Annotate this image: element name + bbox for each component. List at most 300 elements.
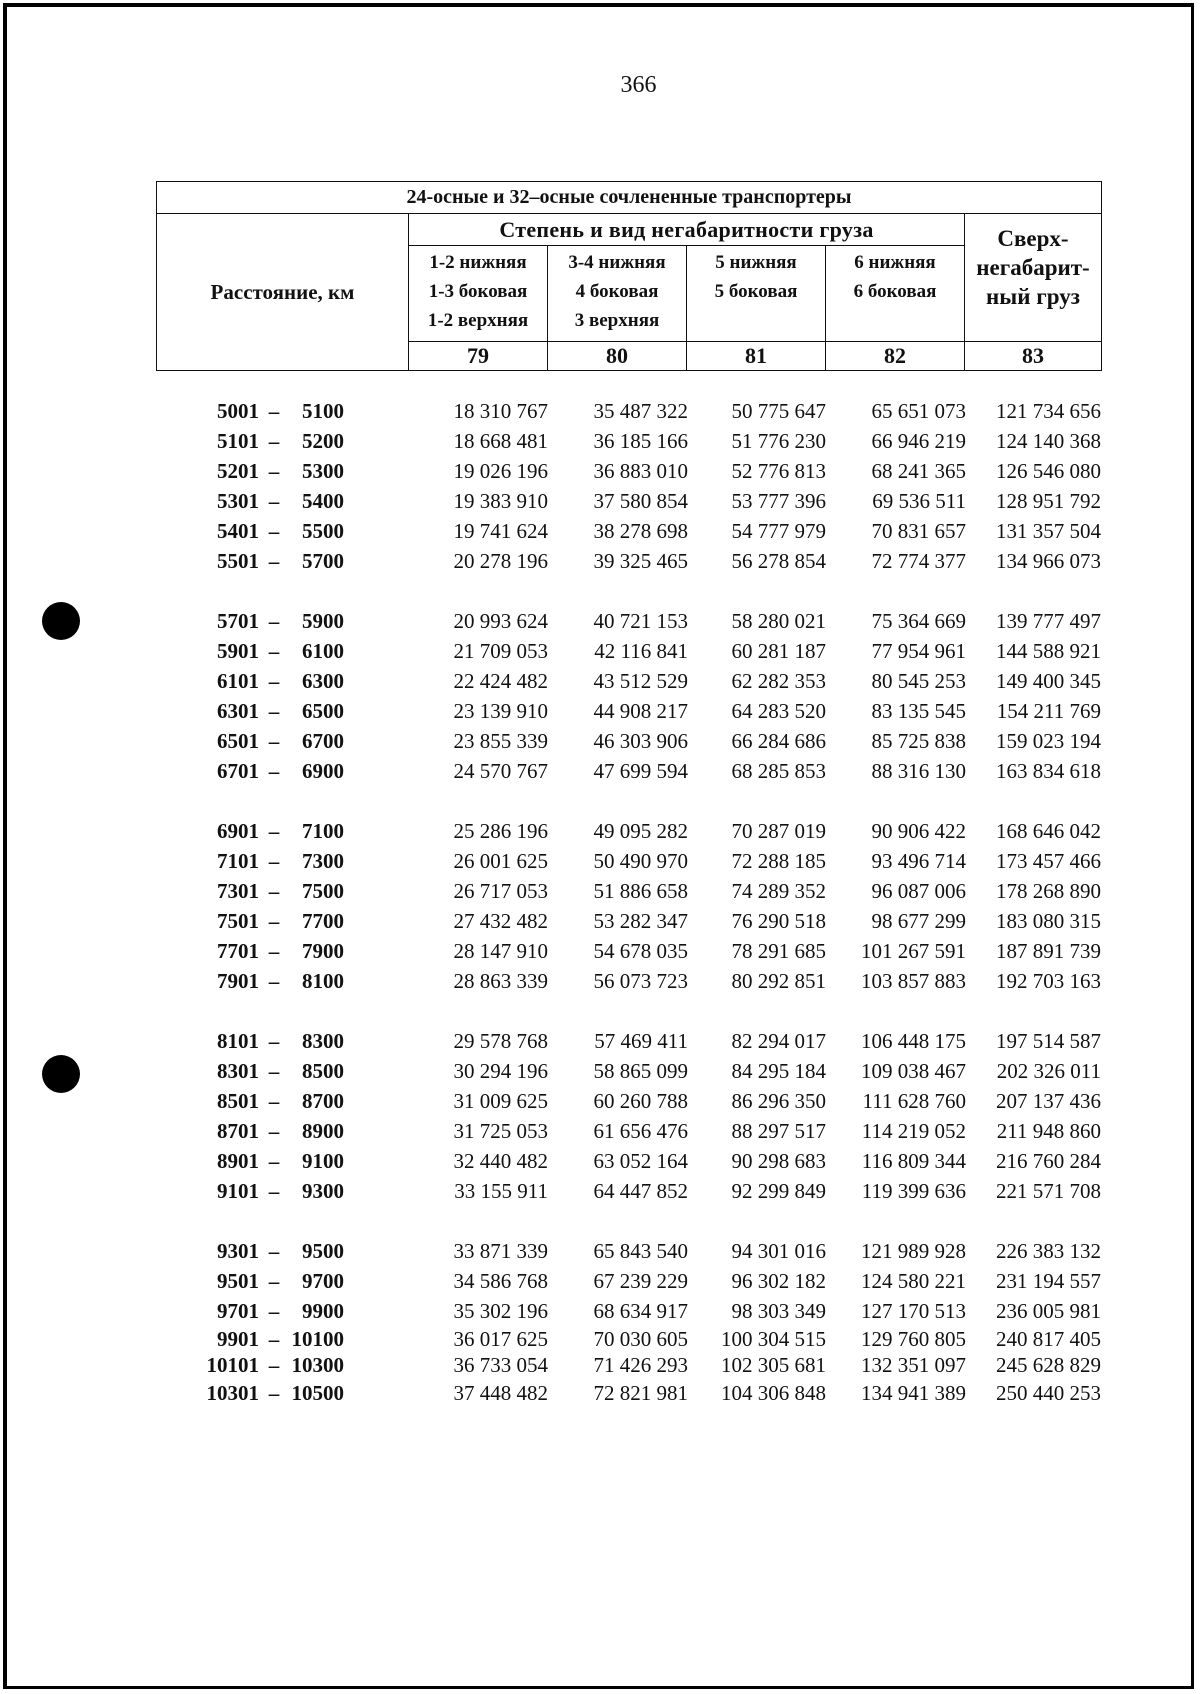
column-header-80: [548, 246, 687, 342]
distance-range: [156, 399, 386, 424]
distance-range: [156, 549, 386, 574]
table-title: 24-осные и 32–осные сочлененные транспортеры: [157, 182, 1102, 214]
range-dash: –: [268, 698, 280, 723]
distance-from: 9101: [217, 1178, 259, 1203]
range-dash: –: [268, 728, 280, 753]
tariff-value: 84 295 184: [731, 1058, 826, 1083]
tariff-value: 221 571 708: [996, 1178, 1101, 1203]
tariff-value: 28 863 339: [453, 968, 548, 993]
table-row: [156, 1116, 1101, 1146]
tariff-value: 69 536 511: [872, 488, 966, 513]
table-row: [156, 1326, 1101, 1352]
column-header-line: 6 нижняя: [854, 252, 936, 273]
distance-from: 6701: [217, 758, 259, 783]
tariff-value: 178 268 890: [996, 878, 1101, 903]
table-row: [156, 516, 1101, 546]
range-dash: –: [268, 548, 280, 573]
tariff-value: 29 578 768: [453, 1028, 548, 1053]
distance-range: [156, 1179, 386, 1204]
distance-from: 9901: [217, 1326, 259, 1351]
tariff-value: 68 241 365: [871, 458, 966, 483]
tariff-value: 40 721 153: [593, 608, 688, 633]
distance-range: [156, 1353, 386, 1378]
table-header: [156, 181, 1102, 371]
tariff-value: 36 017 625: [453, 1326, 548, 1351]
table-row: [156, 426, 1101, 456]
distance-to: 8500: [302, 1058, 344, 1083]
tariff-value: 82 294 017: [731, 1028, 826, 1053]
table-row: [156, 1026, 1101, 1056]
distance-range: [156, 819, 386, 844]
tariff-value: 90 906 422: [871, 818, 966, 843]
tariff-value: 197 514 587: [996, 1028, 1101, 1053]
distance-from: 9701: [217, 1298, 259, 1323]
distance-range: [156, 879, 386, 904]
table-row: [156, 456, 1101, 486]
range-dash: –: [268, 668, 280, 693]
tariff-value: 183 080 315: [996, 908, 1101, 933]
distance-to: 8900: [302, 1118, 344, 1143]
distance-to: 6300: [302, 668, 344, 693]
tariff-value: 96 302 182: [731, 1268, 826, 1293]
distance-from: 5701: [217, 608, 259, 633]
distance-to: 5200: [302, 428, 344, 453]
tariff-value: 88 316 130: [871, 758, 966, 783]
range-dash: –: [268, 1298, 280, 1323]
distance-from: 5401: [217, 518, 259, 543]
distance-range: [156, 1029, 386, 1054]
distance-range: [156, 669, 386, 694]
distance-range: [156, 1269, 386, 1294]
distance-from: 8101: [217, 1028, 259, 1053]
tariff-value: 51 886 658: [593, 878, 688, 903]
distance-to: 5500: [302, 518, 344, 543]
range-dash: –: [268, 1352, 280, 1377]
tariff-value: 126 546 080: [996, 458, 1101, 483]
tariff-value: 42 116 841: [594, 638, 688, 663]
table-row: [156, 606, 1101, 636]
table-row: [156, 1266, 1101, 1296]
tariff-value: 35 302 196: [453, 1298, 548, 1323]
range-dash: –: [268, 1380, 280, 1405]
tariff-value: 63 052 164: [593, 1148, 688, 1173]
distance-from: 10301: [206, 1380, 259, 1405]
tariff-value: 50 490 970: [593, 848, 688, 873]
tariff-value: 101 267 591: [861, 938, 966, 963]
tariff-value: 58 865 099: [593, 1058, 688, 1083]
range-dash: –: [268, 1326, 280, 1351]
tariff-value: 75 364 669: [871, 608, 966, 633]
tariff-value: 74 289 352: [731, 878, 826, 903]
tariff-value: 25 286 196: [453, 818, 548, 843]
tariff-value: 33 155 911: [454, 1178, 548, 1203]
tariff-value: 67 239 229: [593, 1268, 688, 1293]
tariff-value: 70 831 657: [871, 518, 966, 543]
table-row: [156, 1352, 1101, 1378]
tariff-value: 60 281 187: [731, 638, 826, 663]
tariff-value: 54 777 979: [731, 518, 826, 543]
column-header-line: 6 боковая: [853, 281, 937, 302]
distance-range: [156, 489, 386, 514]
tariff-value: 86 296 350: [731, 1088, 826, 1113]
distance-from: 8901: [217, 1148, 259, 1173]
distance-to: 6100: [302, 638, 344, 663]
distance-to: 9300: [302, 1178, 344, 1203]
range-dash: –: [268, 938, 280, 963]
distance-from: 7301: [217, 878, 259, 903]
tariff-value: 56 278 854: [731, 548, 826, 573]
tariff-value: 90 298 683: [731, 1148, 826, 1173]
tariff-value: 168 646 042: [996, 818, 1101, 843]
distance-range: [156, 1089, 386, 1114]
distance-to: 6500: [302, 698, 344, 723]
tariff-value: 53 282 347: [593, 908, 688, 933]
tariff-value: 62 282 353: [731, 668, 826, 693]
distance-from: 7501: [217, 908, 259, 933]
range-dash: –: [268, 968, 280, 993]
distance-range: [156, 729, 386, 754]
tariff-value: 72 288 185: [731, 848, 826, 873]
range-dash: –: [268, 1088, 280, 1113]
tariff-value: 36 883 010: [593, 458, 688, 483]
tariff-value: 94 301 016: [731, 1238, 826, 1263]
tariff-value: 66 946 219: [871, 428, 966, 453]
tariff-value: 27 432 482: [453, 908, 548, 933]
column-header-81: [687, 246, 826, 342]
distance-to: 8700: [302, 1088, 344, 1113]
distance-to: 7500: [302, 878, 344, 903]
tariff-value: 33 871 339: [453, 1238, 548, 1263]
distance-from: 5001: [217, 398, 259, 423]
tariff-value: 129 760 805: [861, 1326, 966, 1351]
range-dash: –: [268, 878, 280, 903]
column-header-line: 1-2 нижняя: [429, 252, 527, 273]
distance-to: 6700: [302, 728, 344, 753]
tariff-value: 92 299 849: [731, 1178, 826, 1203]
range-dash: –: [268, 848, 280, 873]
table-row: [156, 1086, 1101, 1116]
tariff-value: 131 357 504: [996, 518, 1101, 543]
range-dash: –: [268, 518, 280, 543]
column-number: 81: [687, 342, 826, 371]
tariff-value: 103 857 883: [861, 968, 966, 993]
range-dash: –: [268, 488, 280, 513]
tariff-value: 134 966 073: [996, 548, 1101, 573]
distance-to: 9900: [302, 1298, 344, 1323]
tariff-value: 96 087 006: [871, 878, 966, 903]
tariff-value: 128 951 792: [996, 488, 1101, 513]
column-header-line: Сверх-: [997, 226, 1069, 251]
range-dash: –: [268, 1028, 280, 1053]
tariff-value: 85 725 838: [871, 728, 966, 753]
tariff-value: 68 634 917: [593, 1298, 688, 1323]
distance-range: [156, 759, 386, 784]
tariff-value: 31 009 625: [453, 1088, 548, 1113]
table-row: [156, 486, 1101, 516]
tariff-value: 20 993 624: [453, 608, 548, 633]
tariff-value: 32 440 482: [453, 1148, 548, 1173]
distance-header: Расстояние, км: [157, 214, 409, 371]
range-dash: –: [268, 428, 280, 453]
tariff-value: 119 399 636: [861, 1178, 966, 1203]
table-row: [156, 1378, 1101, 1408]
tariff-value: 149 400 345: [996, 668, 1101, 693]
tariff-value: 207 137 436: [996, 1088, 1101, 1113]
distance-to: 7100: [302, 818, 344, 843]
distance-from: 9301: [217, 1238, 259, 1263]
page-number: 366: [620, 72, 657, 98]
distance-to: 10100: [291, 1326, 344, 1351]
tariff-value: 104 306 848: [721, 1380, 826, 1405]
distance-range: [156, 1327, 386, 1352]
range-dash: –: [268, 908, 280, 933]
table-row: [156, 396, 1101, 426]
tariff-value: 80 292 851: [731, 968, 826, 993]
distance-to: 9500: [302, 1238, 344, 1263]
tariff-value: 71 426 293: [593, 1352, 688, 1377]
tariff-value: 18 668 481: [453, 428, 548, 453]
distance-range: [156, 429, 386, 454]
distance-range: [156, 1381, 386, 1406]
table-row: [156, 816, 1101, 846]
tariff-value: 52 776 813: [731, 458, 826, 483]
table-row: [156, 1146, 1101, 1176]
distance-from: 7101: [217, 848, 259, 873]
tariff-value: 65 651 073: [871, 398, 966, 423]
distance-from: 6101: [217, 668, 259, 693]
tariff-value: 139 777 497: [996, 608, 1101, 633]
tariff-value: 250 440 253: [996, 1380, 1101, 1405]
tariff-value: 121 734 656: [996, 398, 1101, 423]
tariff-value: 50 775 647: [731, 398, 826, 423]
column-number: 80: [548, 342, 687, 371]
tariff-value: 68 285 853: [731, 758, 826, 783]
tariff-value: 47 699 594: [593, 758, 688, 783]
tariff-value: 78 291 685: [731, 938, 826, 963]
tariff-value: 26 001 625: [453, 848, 548, 873]
tariff-value: 46 303 906: [593, 728, 688, 753]
range-dash: –: [268, 758, 280, 783]
tariff-value: 245 628 829: [996, 1352, 1101, 1377]
distance-from: 6301: [217, 698, 259, 723]
tariff-value: 98 303 349: [731, 1298, 826, 1323]
tariff-value: 127 170 513: [861, 1298, 966, 1323]
range-dash: –: [268, 608, 280, 633]
tariff-value: 154 211 769: [996, 698, 1101, 723]
column-header-line: 4 боковая: [575, 281, 659, 302]
table-row: [156, 1296, 1101, 1326]
distance-range: [156, 1119, 386, 1144]
tariff-value: 98 677 299: [871, 908, 966, 933]
table-row: [156, 1236, 1101, 1266]
distance-range: [156, 1239, 386, 1264]
tariff-value: 64 283 520: [731, 698, 826, 723]
tariff-value: 31 725 053: [453, 1118, 548, 1143]
tariff-value: 192 703 163: [996, 968, 1101, 993]
tariff-value: 61 656 476: [593, 1118, 688, 1143]
column-header-line: ный груз: [986, 284, 1080, 309]
table-row: [156, 546, 1101, 576]
range-dash: –: [268, 458, 280, 483]
table-row: [156, 906, 1101, 936]
column-header-line: 3 верхняя: [574, 310, 660, 331]
tariff-value: 226 383 132: [996, 1238, 1101, 1263]
distance-range: [156, 459, 386, 484]
tariff-value: 38 278 698: [593, 518, 688, 543]
tariff-value: 60 260 788: [593, 1088, 688, 1113]
tariff-value: 72 774 377: [871, 548, 966, 573]
distance-to: 8300: [302, 1028, 344, 1053]
table-row: [156, 1056, 1101, 1086]
distance-to: 5700: [302, 548, 344, 573]
distance-from: 5901: [217, 638, 259, 663]
distance-from: 7901: [217, 968, 259, 993]
distance-from: 7701: [217, 938, 259, 963]
distance-range: [156, 969, 386, 994]
distance-range: [156, 1149, 386, 1174]
column-header-line: 3-4 нижняя: [568, 252, 666, 273]
tariff-value: 124 140 368: [996, 428, 1101, 453]
range-dash: –: [268, 1058, 280, 1083]
punch-hole: [42, 602, 80, 640]
tariff-value: 211 948 860: [996, 1118, 1101, 1143]
column-number: 79: [409, 342, 548, 371]
table-row: [156, 846, 1101, 876]
distance-to: 6900: [302, 758, 344, 783]
distance-from: 8701: [217, 1118, 259, 1143]
tariff-value: 56 073 723: [593, 968, 688, 993]
tariff-value: 70 287 019: [731, 818, 826, 843]
tariff-value: 19 026 196: [453, 458, 548, 483]
distance-range: [156, 699, 386, 724]
distance-range: [156, 1299, 386, 1324]
tariff-value: 65 843 540: [593, 1238, 688, 1263]
distance-range: [156, 519, 386, 544]
tariff-value: 159 023 194: [996, 728, 1101, 753]
distance-from: 6501: [217, 728, 259, 753]
distance-from: 5101: [217, 428, 259, 453]
distance-range: [156, 639, 386, 664]
range-dash: –: [268, 1118, 280, 1143]
column-header-line: 5 боковая: [714, 281, 798, 302]
tariff-value: 19 741 624: [453, 518, 548, 543]
distance-from: 8501: [217, 1088, 259, 1113]
tariff-value: 30 294 196: [453, 1058, 548, 1083]
column-header-83: [965, 214, 1102, 342]
tariff-value: 22 424 482: [453, 668, 548, 693]
table-row: [156, 696, 1101, 726]
tariff-value: 36 185 166: [593, 428, 688, 453]
distance-to: 5100: [302, 398, 344, 423]
tariff-value: 106 448 175: [861, 1028, 966, 1053]
distance-to: 9700: [302, 1268, 344, 1293]
tariff-value: 216 760 284: [996, 1148, 1101, 1173]
tariff-value: 19 383 910: [453, 488, 548, 513]
tariff-value: 124 580 221: [861, 1268, 966, 1293]
tariff-value: 51 776 230: [731, 428, 826, 453]
tariff-value: 37 580 854: [593, 488, 688, 513]
tariff-value: 70 030 605: [593, 1326, 688, 1351]
table-row: [156, 726, 1101, 756]
table-row: [156, 936, 1101, 966]
tariff-value: 34 586 768: [453, 1268, 548, 1293]
range-dash: –: [268, 818, 280, 843]
distance-to: 9100: [302, 1148, 344, 1173]
tariff-value: 83 135 545: [871, 698, 966, 723]
tariff-value: 23 139 910: [453, 698, 548, 723]
punch-hole: [42, 1055, 80, 1093]
column-header-line: 1-2 верхняя: [427, 310, 529, 331]
tariff-value: 35 487 322: [593, 398, 688, 423]
tariff-value: 58 280 021: [731, 608, 826, 633]
tariff-value: 114 219 052: [861, 1118, 966, 1143]
table-row: [156, 966, 1101, 996]
tariff-value: 43 512 529: [593, 668, 688, 693]
distance-from: 5301: [217, 488, 259, 513]
distance-to: 10500: [291, 1380, 344, 1405]
table-row: [156, 636, 1101, 666]
tariff-value: 132 351 097: [861, 1352, 966, 1377]
tariff-value: 109 038 467: [861, 1058, 966, 1083]
tariff-value: 134 941 389: [861, 1380, 966, 1405]
tariff-value: 240 817 405: [996, 1326, 1101, 1351]
distance-from: 9501: [217, 1268, 259, 1293]
distance-to: 7700: [302, 908, 344, 933]
tariff-value: 28 147 910: [453, 938, 548, 963]
tariff-value: 236 005 981: [996, 1298, 1101, 1323]
tariff-value: 66 284 686: [731, 728, 826, 753]
distance-range: [156, 939, 386, 964]
table-body: [156, 396, 1101, 1408]
distance-from: 8301: [217, 1058, 259, 1083]
distance-to: 7300: [302, 848, 344, 873]
tariff-value: 24 570 767: [453, 758, 548, 783]
distance-range: [156, 849, 386, 874]
distance-from: 5201: [217, 458, 259, 483]
tariff-value: 116 809 344: [861, 1148, 966, 1173]
distance-to: 8100: [302, 968, 344, 993]
tariff-value: 88 297 517: [731, 1118, 826, 1143]
tariff-value: 76 290 518: [731, 908, 826, 933]
tariff-value: 144 588 921: [996, 638, 1101, 663]
tariff-value: 54 678 035: [593, 938, 688, 963]
distance-range: [156, 909, 386, 934]
range-dash: –: [268, 1238, 280, 1263]
table-row: [156, 756, 1101, 786]
tariff-value: 23 855 339: [453, 728, 548, 753]
column-header-82: [826, 246, 965, 342]
tariff-value: 26 717 053: [453, 878, 548, 903]
column-number: 82: [826, 342, 965, 371]
tariff-value: 37 448 482: [453, 1380, 548, 1405]
tariff-value: 77 954 961: [871, 638, 966, 663]
column-header-79: [409, 246, 548, 342]
distance-to: 7900: [302, 938, 344, 963]
column-number: 83: [965, 342, 1102, 371]
distance-from: 10101: [206, 1352, 259, 1377]
distance-from: 6901: [217, 818, 259, 843]
tariff-value: 102 305 681: [721, 1352, 826, 1377]
tariff-value: 202 326 011: [996, 1058, 1101, 1083]
tariff-value: 231 194 557: [996, 1268, 1101, 1293]
tariff-value: 44 908 217: [593, 698, 688, 723]
tariff-value: 39 325 465: [593, 548, 688, 573]
tariff-value: 53 777 396: [731, 488, 826, 513]
tariff-value: 111 628 760: [862, 1088, 966, 1113]
tariff-value: 21 709 053: [453, 638, 548, 663]
column-header-line: 5 нижняя: [715, 252, 797, 273]
distance-to: 5900: [302, 608, 344, 633]
